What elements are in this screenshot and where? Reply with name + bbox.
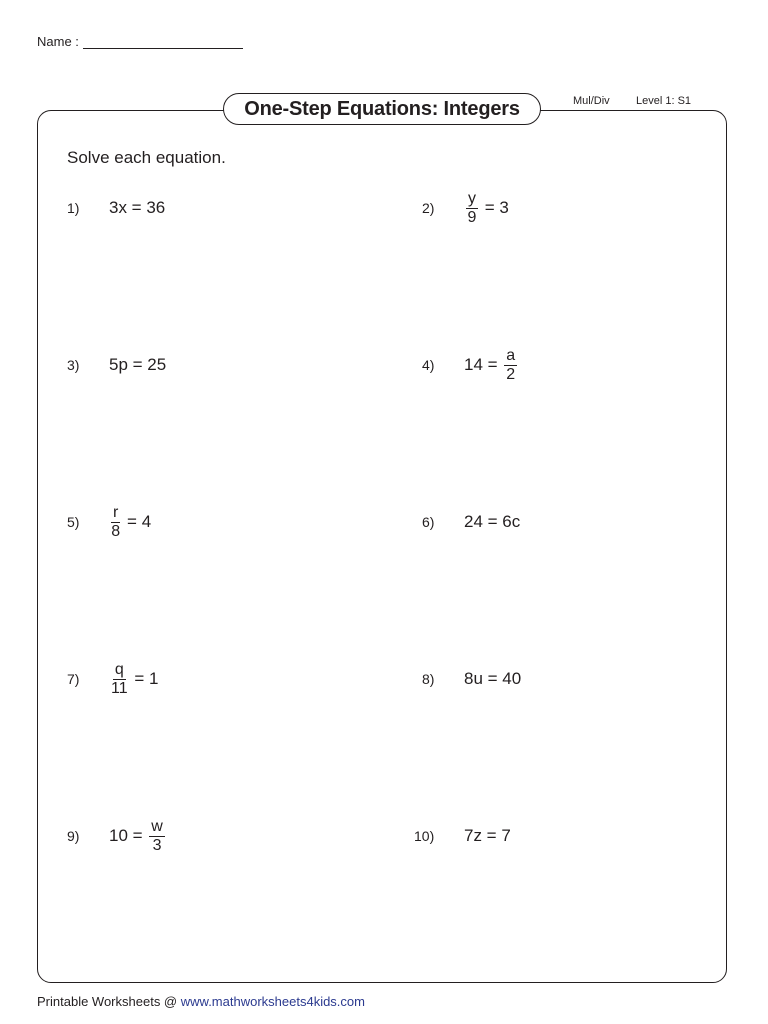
problem-number: 7) bbox=[67, 671, 80, 687]
problem-number: 2) bbox=[422, 200, 435, 216]
fraction-numerator: q bbox=[114, 660, 124, 678]
problem-3 bbox=[67, 345, 166, 385]
equation-lead: 10 = bbox=[109, 826, 148, 845]
fraction-numerator: a bbox=[506, 346, 516, 364]
problem-6 bbox=[422, 502, 520, 542]
fraction-numerator: r bbox=[113, 503, 119, 521]
equation bbox=[109, 198, 165, 218]
worksheet-title bbox=[223, 93, 541, 125]
problem-number: 1) bbox=[67, 200, 80, 216]
equation-text: 5p = 25 bbox=[109, 355, 167, 374]
equation-rest: = 1 bbox=[129, 669, 159, 688]
equation bbox=[464, 512, 520, 532]
name-blank-line[interactable] bbox=[83, 33, 243, 49]
footer bbox=[37, 994, 365, 1009]
equation-text: 24 = 6c bbox=[464, 512, 521, 531]
equation bbox=[109, 355, 166, 375]
fraction-denominator: 9 bbox=[467, 208, 477, 226]
problem-number: 4) bbox=[422, 357, 435, 373]
equation bbox=[109, 505, 151, 540]
name-label: Name : bbox=[37, 34, 79, 49]
fraction-denominator: 2 bbox=[506, 365, 516, 383]
operation-tag: Mul/Div bbox=[573, 95, 610, 107]
name-field bbox=[37, 33, 243, 49]
problem-9 bbox=[67, 816, 167, 856]
fraction-denominator: 11 bbox=[111, 679, 128, 697]
problem-4 bbox=[422, 345, 519, 385]
problem-8 bbox=[422, 659, 521, 699]
fraction-denominator: 8 bbox=[111, 522, 121, 540]
equation-text: 3x = 36 bbox=[109, 198, 166, 217]
problem-10 bbox=[414, 816, 511, 856]
problem-number: 3) bbox=[67, 357, 80, 373]
equation bbox=[464, 191, 509, 226]
problem-number: 5) bbox=[67, 514, 80, 530]
equation-text: 8u = 40 bbox=[464, 669, 522, 688]
problem-7 bbox=[67, 659, 158, 699]
fraction bbox=[111, 662, 128, 697]
fraction-numerator: w bbox=[151, 817, 163, 835]
fraction-numerator: y bbox=[468, 189, 476, 207]
equation-rest: = 3 bbox=[480, 198, 509, 217]
problem-number: 9) bbox=[67, 828, 80, 844]
footer-link[interactable]: www.mathworksheets4kids.com bbox=[180, 994, 365, 1009]
equation bbox=[464, 348, 519, 383]
equation-rest: = 4 bbox=[122, 512, 152, 531]
instructions: Solve each equation. bbox=[67, 148, 226, 167]
equation bbox=[464, 826, 511, 846]
problem-number: 8) bbox=[422, 671, 435, 687]
fraction bbox=[504, 348, 517, 383]
problem-number: 10) bbox=[414, 828, 435, 844]
level-tag: Level 1: S1 bbox=[636, 95, 692, 107]
fraction bbox=[111, 505, 120, 540]
fraction-denominator: 3 bbox=[152, 836, 162, 854]
fraction bbox=[466, 191, 478, 226]
worksheet-title-text: One-Step Equations: Integers bbox=[244, 97, 520, 120]
equation bbox=[109, 662, 158, 697]
footer-label: Printable Worksheets @ bbox=[37, 994, 181, 1009]
problem-5 bbox=[67, 502, 151, 542]
fraction bbox=[149, 819, 165, 854]
problem-1 bbox=[67, 188, 165, 228]
equation bbox=[109, 819, 167, 854]
problem-number: 6) bbox=[422, 514, 435, 530]
equation-lead: 14 = bbox=[464, 355, 503, 374]
equation bbox=[464, 669, 521, 689]
equation-text: 7z = 7 bbox=[464, 826, 511, 845]
problem-2 bbox=[422, 188, 509, 228]
